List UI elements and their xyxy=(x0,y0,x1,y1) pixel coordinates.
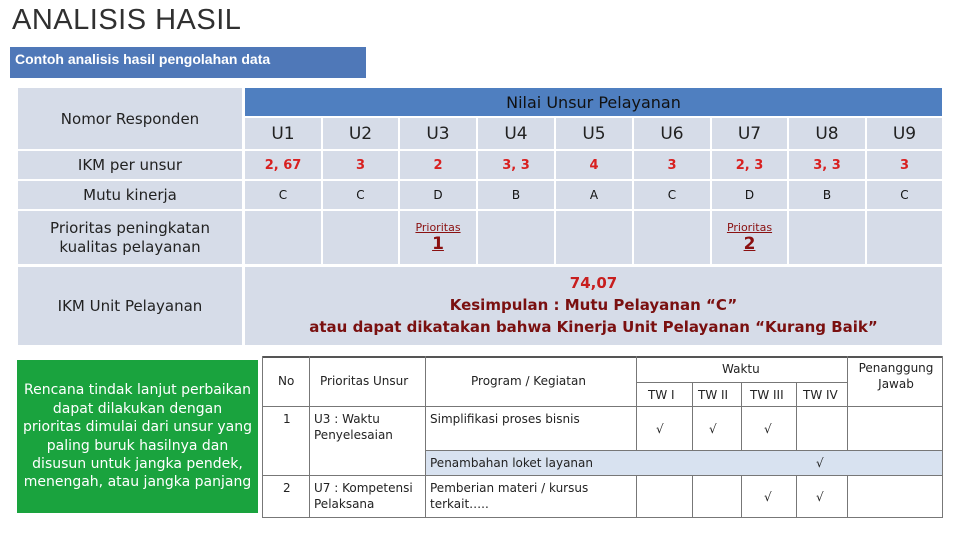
mutu-value-1: C xyxy=(244,180,322,210)
row1-tw2-check: √ xyxy=(709,422,717,436)
mutu-value-4: B xyxy=(477,180,555,210)
conclusion-line-2: atau dapat dikatakan bahwa Kinerja Unit Pelayanan “Kurang Baik” xyxy=(309,317,878,336)
ikm-value-9: 3 xyxy=(866,150,943,180)
col-tw2: TW II xyxy=(698,388,729,402)
col-tw3: TW III xyxy=(750,388,784,402)
ikm-value-5: 4 xyxy=(555,150,633,180)
prioritas-cell-4 xyxy=(477,210,555,265)
prioritas-cell-2 xyxy=(322,210,399,265)
col-program: Program / Kegiatan xyxy=(471,374,586,388)
unit-header-4: U4 xyxy=(477,117,555,150)
col-tw1: TW I xyxy=(648,388,675,402)
prioritas-cell-9 xyxy=(866,210,943,265)
col-prioritas: Prioritas Unsur xyxy=(320,374,409,388)
row1-unsur: U3 : Waktu Penyelesaian xyxy=(314,412,393,442)
ikm-value-2: 3 xyxy=(322,150,399,180)
unit-header-8: U8 xyxy=(788,117,866,150)
prioritas-label: Prioritas peningkatan kualitas pelayanan xyxy=(17,210,243,265)
row2-tw3-check: √ xyxy=(764,490,772,504)
ikm-per-unsur-label: IKM per unsur xyxy=(17,150,243,180)
mutu-value-2: C xyxy=(322,180,399,210)
prioritas-cell-6 xyxy=(633,210,711,265)
ikm-value-4: 3, 3 xyxy=(477,150,555,180)
ikm-value-8: 3, 3 xyxy=(788,150,866,180)
prioritas-cell-8 xyxy=(788,210,866,265)
mutu-value-3: D xyxy=(399,180,477,210)
col-no: No xyxy=(278,374,295,388)
row2-program: Pemberian materi / kursus terkait….. xyxy=(430,481,589,511)
col-waktu: Waktu xyxy=(722,362,760,376)
unit-header-6: U6 xyxy=(633,117,711,150)
ikm-value-3: 2 xyxy=(399,150,477,180)
unit-header-5: U5 xyxy=(555,117,633,150)
prioritas-rank-1: 1 xyxy=(432,234,444,254)
page-subtitle: Contoh analisis hasil pengolahan data xyxy=(10,47,366,78)
prioritas-cell-5 xyxy=(555,210,633,265)
prioritas-word-2: Prioritas xyxy=(726,221,773,234)
unit-header-7: U7 xyxy=(711,117,788,150)
ikm-value-7: 2, 3 xyxy=(711,150,788,180)
prioritas-word-1: Prioritas xyxy=(415,221,461,234)
row1-program: Simplifikasi proses bisnis xyxy=(430,412,580,426)
ikm-unit-value: 74,07 xyxy=(569,274,618,293)
mutu-value-5: A xyxy=(555,180,633,210)
unit-header-3: U3 xyxy=(399,117,477,150)
row1b-tw4-check: √ xyxy=(816,456,824,470)
mutu-value-8: B xyxy=(788,180,866,210)
page-title: ANALISIS HASIL xyxy=(12,4,242,36)
row1-tw1-check: √ xyxy=(656,422,664,436)
row1b-program: Penambahan loket layanan xyxy=(430,456,593,470)
unit-header-1: U1 xyxy=(244,117,322,150)
ikm-unit-label: IKM Unit Pelayanan xyxy=(17,266,243,346)
prioritas-rank-2: 2 xyxy=(743,234,756,254)
mutu-kinerja-label: Mutu kinerja xyxy=(17,180,243,210)
col-penanggung-jawab: Penanggung Jawab xyxy=(858,361,934,391)
respondent-label: Nomor Responden xyxy=(17,87,243,150)
col-tw4: TW IV xyxy=(803,388,838,402)
unit-header-2: U2 xyxy=(322,117,399,150)
prioritas-cell-1 xyxy=(244,210,322,265)
prioritas-cell-3 xyxy=(399,210,477,265)
prioritas-cell-7 xyxy=(711,210,788,265)
row2-unsur: U7 : Kompetensi Pelaksana xyxy=(314,481,413,511)
ikm-value-6: 3 xyxy=(633,150,711,180)
conclusion-line-1: Kesimpulan : Mutu Pelayanan “C” xyxy=(449,296,738,315)
row2-no: 2 xyxy=(283,481,291,495)
group-header: Nilai Unsur Pelayanan xyxy=(244,87,943,117)
mutu-value-9: C xyxy=(866,180,943,210)
unit-header-9: U9 xyxy=(866,117,943,150)
follow-up-note: Rencana tindak lanjut perbaikan dapat dilakukan dengan prioritas dimulai dari unsur yang paling buruk hasilnya dan disusun untuk jangka pendek, menengah, atau jangka panjang xyxy=(17,360,258,513)
row2-tw4-check: √ xyxy=(816,490,824,504)
mutu-value-7: D xyxy=(711,180,788,210)
row1-tw3-check: √ xyxy=(764,422,772,436)
ikm-value-1: 2, 67 xyxy=(244,150,322,180)
row1-no: 1 xyxy=(283,412,291,426)
mutu-value-6: C xyxy=(633,180,711,210)
ikm-unit-panel xyxy=(244,266,943,346)
